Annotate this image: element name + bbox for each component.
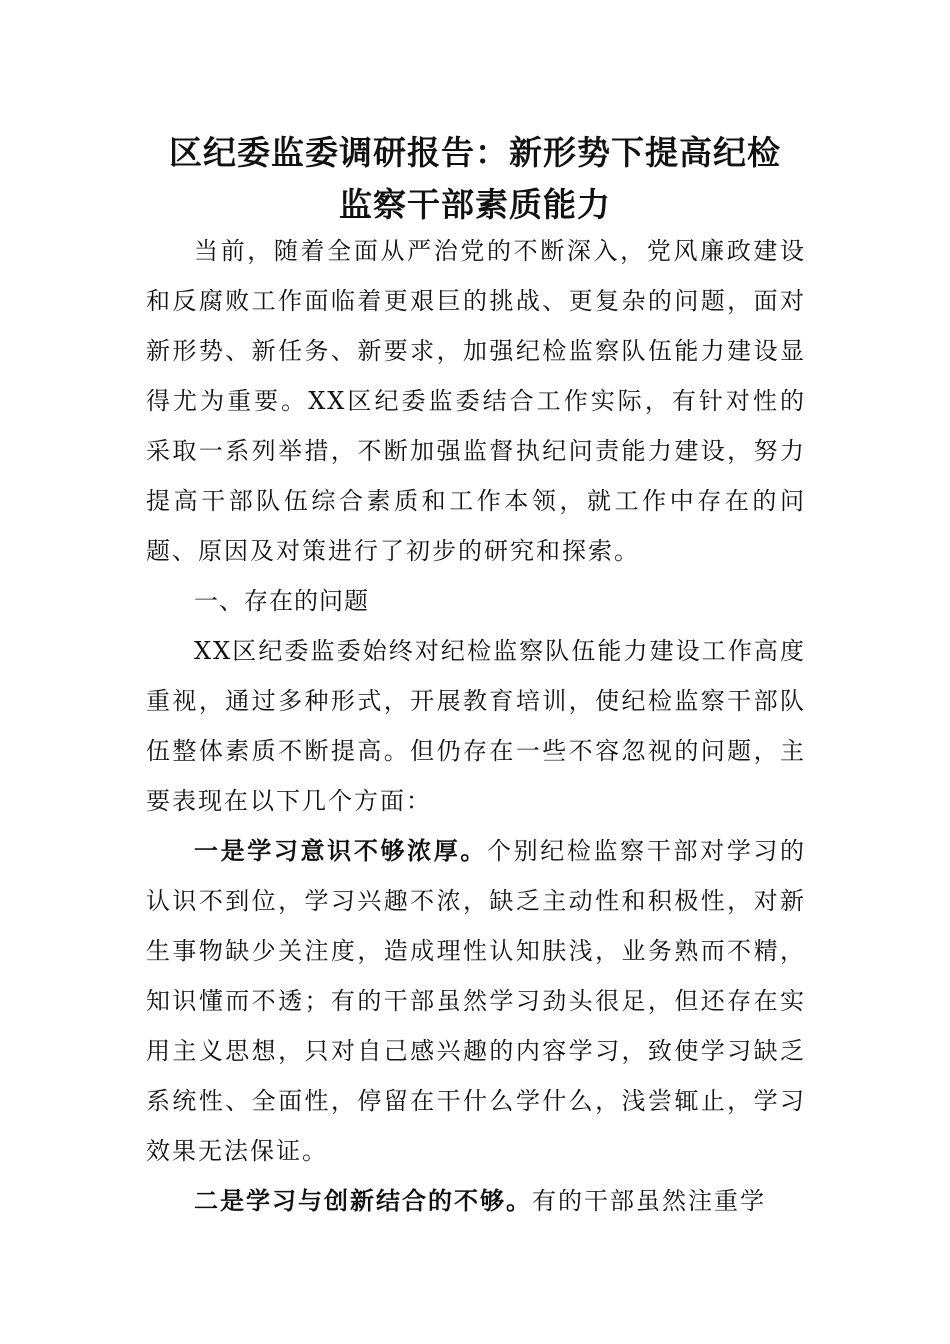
document-title-line-1: 区纪委监委调研报告：新形势下提高纪检: [169, 133, 781, 172]
document-body: [146, 226, 806, 1226]
section-intro-paragraph: XX区纪委监委始终对纪检监察队伍能力建设工作高度重视，通过多种形式，开展教育培训，使纪检监察干部队伍整体素质不断提高。但仍存在一些不容忽视的问题，主要表现在以下几个方面：: [146, 637, 806, 815]
point-two-paragraph: [146, 1176, 806, 1226]
section-heading-problems: 一、存在的问题: [194, 587, 369, 615]
point-two-lead: 二是学习与创新结合的不够。: [194, 1186, 532, 1215]
point-one-lead: 一是学习意识不够浓厚。: [194, 836, 487, 865]
document-title-line-2: 监察干部素质能力: [339, 185, 611, 224]
point-one-text: 个别纪检监察干部对学习的认识不到位，学习兴趣不浓，缺乏主动性和积极性，对新生事物缺少关注度，造成理性认知肤浅，业务熟而不精，知识懂而不透；有的干部虽然学习劲头很足，但还存在实用主义思想，只对自己感兴趣的内容学习，致使学习缺乏系统性、全面性，停留在干什么学什么，浅尝辄止，学习效果无法保证。: [146, 837, 806, 1165]
intro-paragraph: 当前，随着全面从严治党的不断深入，党风廉政建设和反腐败工作面临着更艰巨的挑战、更复杂的问题，面对新形势、新任务、新要求，加强纪检监察队伍能力建设显得尤为重要。XX区纪委监委结合工作实际，有针对性的采取一系列举措，不断加强监督执纪问责能力建设，努力提高干部队伍综合素质和工作本领，就工作中存在的问题、原因及对策进行了初步的研究和探索。: [146, 237, 806, 565]
point-two-text: 有的干部虽然注重学: [532, 1187, 766, 1215]
point-one-paragraph: [146, 826, 806, 1176]
